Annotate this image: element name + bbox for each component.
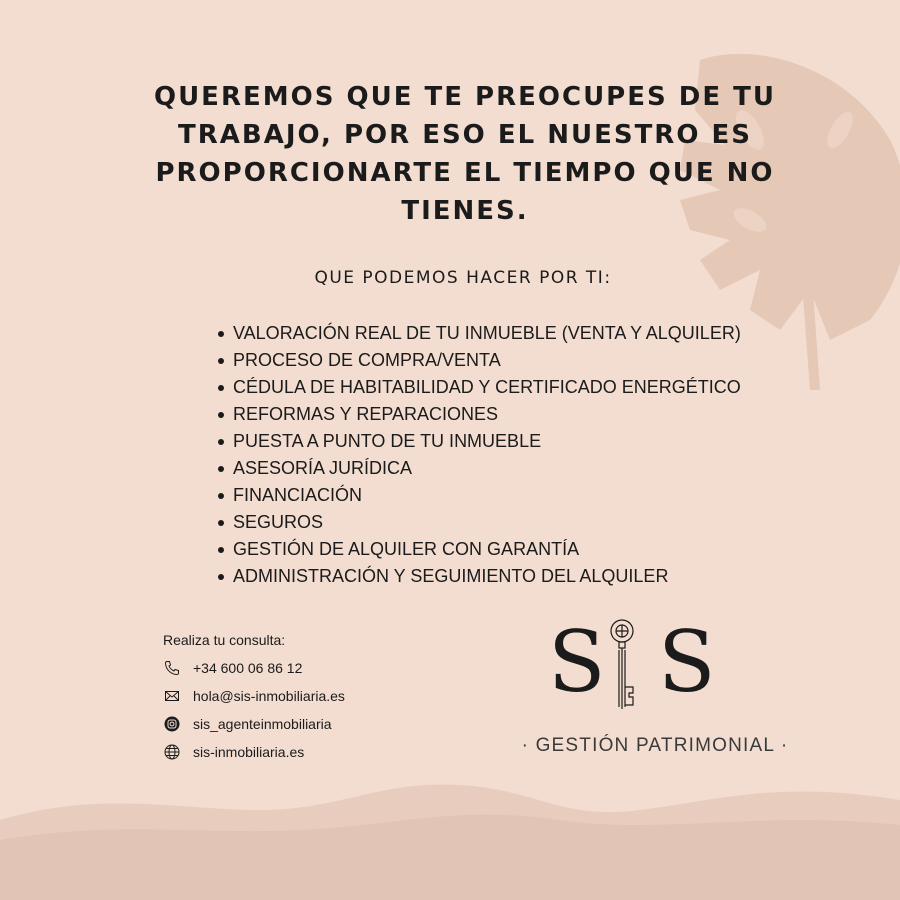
instagram-icon xyxy=(163,715,181,733)
service-item: ASESORÍA JURÍDICA xyxy=(216,455,741,482)
service-item: REFORMAS Y REPARACIONES xyxy=(216,401,741,428)
globe-icon xyxy=(163,743,181,761)
services-list xyxy=(216,320,741,590)
mail-icon xyxy=(163,687,181,705)
contact-phone[interactable] xyxy=(163,654,345,682)
phone-number: +34 600 06 86 12 xyxy=(193,660,303,676)
logo-letter-left: S xyxy=(548,613,606,711)
email-address: hola@sis-inmobiliaria.es xyxy=(193,688,345,704)
service-item: PUESTA A PUNTO DE TU INMUEBLE xyxy=(216,428,741,455)
contact-title: Realiza tu consulta: xyxy=(163,632,286,648)
service-item: FINANCIACIÓN xyxy=(216,482,741,509)
service-item: GESTIÓN DE ALQUILER CON GARANTÍA xyxy=(216,536,741,563)
phone-icon xyxy=(163,659,181,677)
headline: QUEREMOS QUE TE PREOCUPES DE TU TRABAJO, POR ESO EL NUESTRO ES PROPORCIONARTE EL TIEMPO QUE NO TIENES. xyxy=(153,82,777,226)
logo-letter-right: S xyxy=(658,613,716,711)
key-icon xyxy=(607,617,637,717)
contact-instagram[interactable] xyxy=(163,710,345,738)
logo-mark xyxy=(490,615,820,725)
contact-email[interactable] xyxy=(163,682,345,710)
service-item: ADMINISTRACIÓN Y SEGUIMIENTO DEL ALQUILER xyxy=(216,563,741,590)
instagram-handle: sis_agenteinmobiliaria xyxy=(193,716,332,732)
contact-block xyxy=(163,630,345,766)
service-item: PROCESO DE COMPRA/VENTA xyxy=(216,347,741,374)
logo xyxy=(490,615,820,757)
logo-tagline: · GESTIÓN PATRIMONIAL · xyxy=(521,735,789,756)
wave-decoration xyxy=(0,780,900,900)
service-item: VALORACIÓN REAL DE TU INMUEBLE (VENTA Y ALQUILER) xyxy=(216,320,741,347)
service-item: SEGUROS xyxy=(216,509,741,536)
services-heading: QUE PODEMOS HACER POR TI: xyxy=(314,268,612,288)
website-url: sis-inmobiliaria.es xyxy=(193,744,305,760)
service-item: CÉDULA DE HABITABILIDAD Y CERTIFICADO ENERGÉTICO xyxy=(216,374,741,401)
contact-website[interactable] xyxy=(163,738,345,766)
